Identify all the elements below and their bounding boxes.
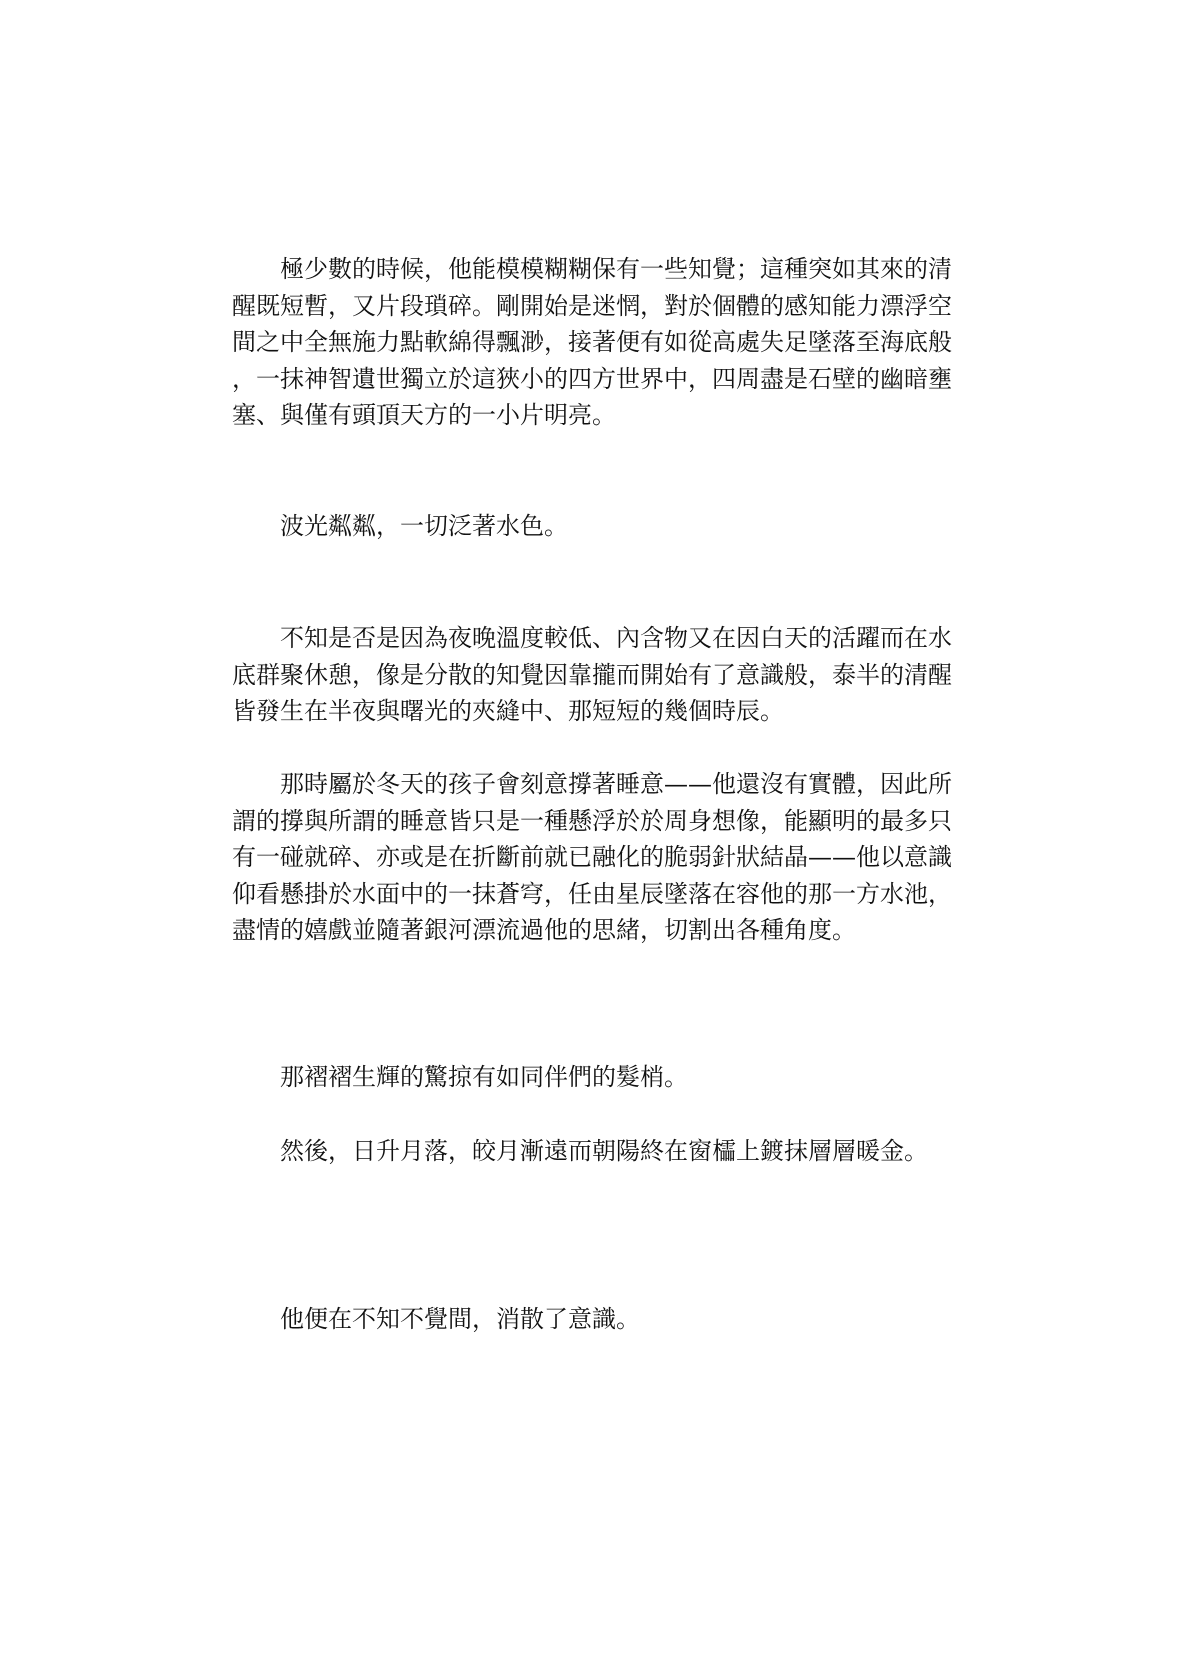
paragraph-2 <box>232 508 952 545</box>
paragraph-line: 波光粼粼，一切泛著水色。 <box>280 512 568 540</box>
paragraph-line: 底群聚休憩，像是分散的知覺因靠攏而開始有了意識般，泰半的清醒 <box>232 660 952 689</box>
paragraph-line: 醒既短暫，又片段瑣碎。剛開始是迷惘，對於個體的感知能力漂浮空 <box>232 291 952 320</box>
paragraph-5 <box>232 1059 952 1096</box>
paragraph-line: 謂的撐與所謂的睡意皆只是一種懸浮於於周身想像，能顯明的最多只 <box>232 806 952 835</box>
paragraph-line: 他便在不知不覺間，消散了意識。 <box>280 1305 640 1333</box>
paragraph-line: 那時屬於冬天的孩子會刻意撐著睡意——他還沒有實體，因此所 <box>280 770 952 798</box>
paragraph-line: 不知是否是因為夜晚溫度較低、內含物又在因白天的活躍而在水 <box>280 624 952 652</box>
paragraph-line: 塞、與僅有頭頂天方的一小片明亮。 <box>232 401 616 429</box>
paragraph-7 <box>232 1301 952 1338</box>
paragraph-line: 極少數的時候，他能模模糊糊保有一些知覺；這種突如其來的清 <box>280 255 952 283</box>
paragraph-1 <box>232 251 952 434</box>
paragraph-line: 那褶褶生輝的驚掠有如同伴們的髮梢。 <box>280 1063 688 1091</box>
paragraph-line: 間之中全無施力點軟綿得飄渺，接著便有如從高處失足墜落至海底般 <box>232 328 952 356</box>
paragraph-3 <box>232 620 952 730</box>
paragraph-6 <box>232 1133 952 1170</box>
paragraph-line: 仰看懸掛於水面中的一抹蒼穹，任由星辰墜落在容他的那一方水池， <box>232 879 952 908</box>
paragraph-line: 有一碰就碎、亦或是在折斷前就已融化的脆弱針狀結晶——他以意識 <box>232 843 952 871</box>
paragraph-line: ，一抹神智遺世獨立於這狹小的四方世界中，四周盡是石壁的幽暗壅 <box>232 364 952 393</box>
paragraph-line: 皆發生在半夜與曙光的夾縫中、那短短的幾個時辰。 <box>232 697 784 725</box>
paragraph-4 <box>232 766 952 949</box>
paragraph-line: 然後，日升月落，皎月漸遠而朝陽終在窗櫺上鍍抹層層暖金。 <box>280 1137 928 1165</box>
paragraph-line: 盡情的嬉戲並隨著銀河漂流過他的思緒，切割出各種角度。 <box>232 916 856 944</box>
